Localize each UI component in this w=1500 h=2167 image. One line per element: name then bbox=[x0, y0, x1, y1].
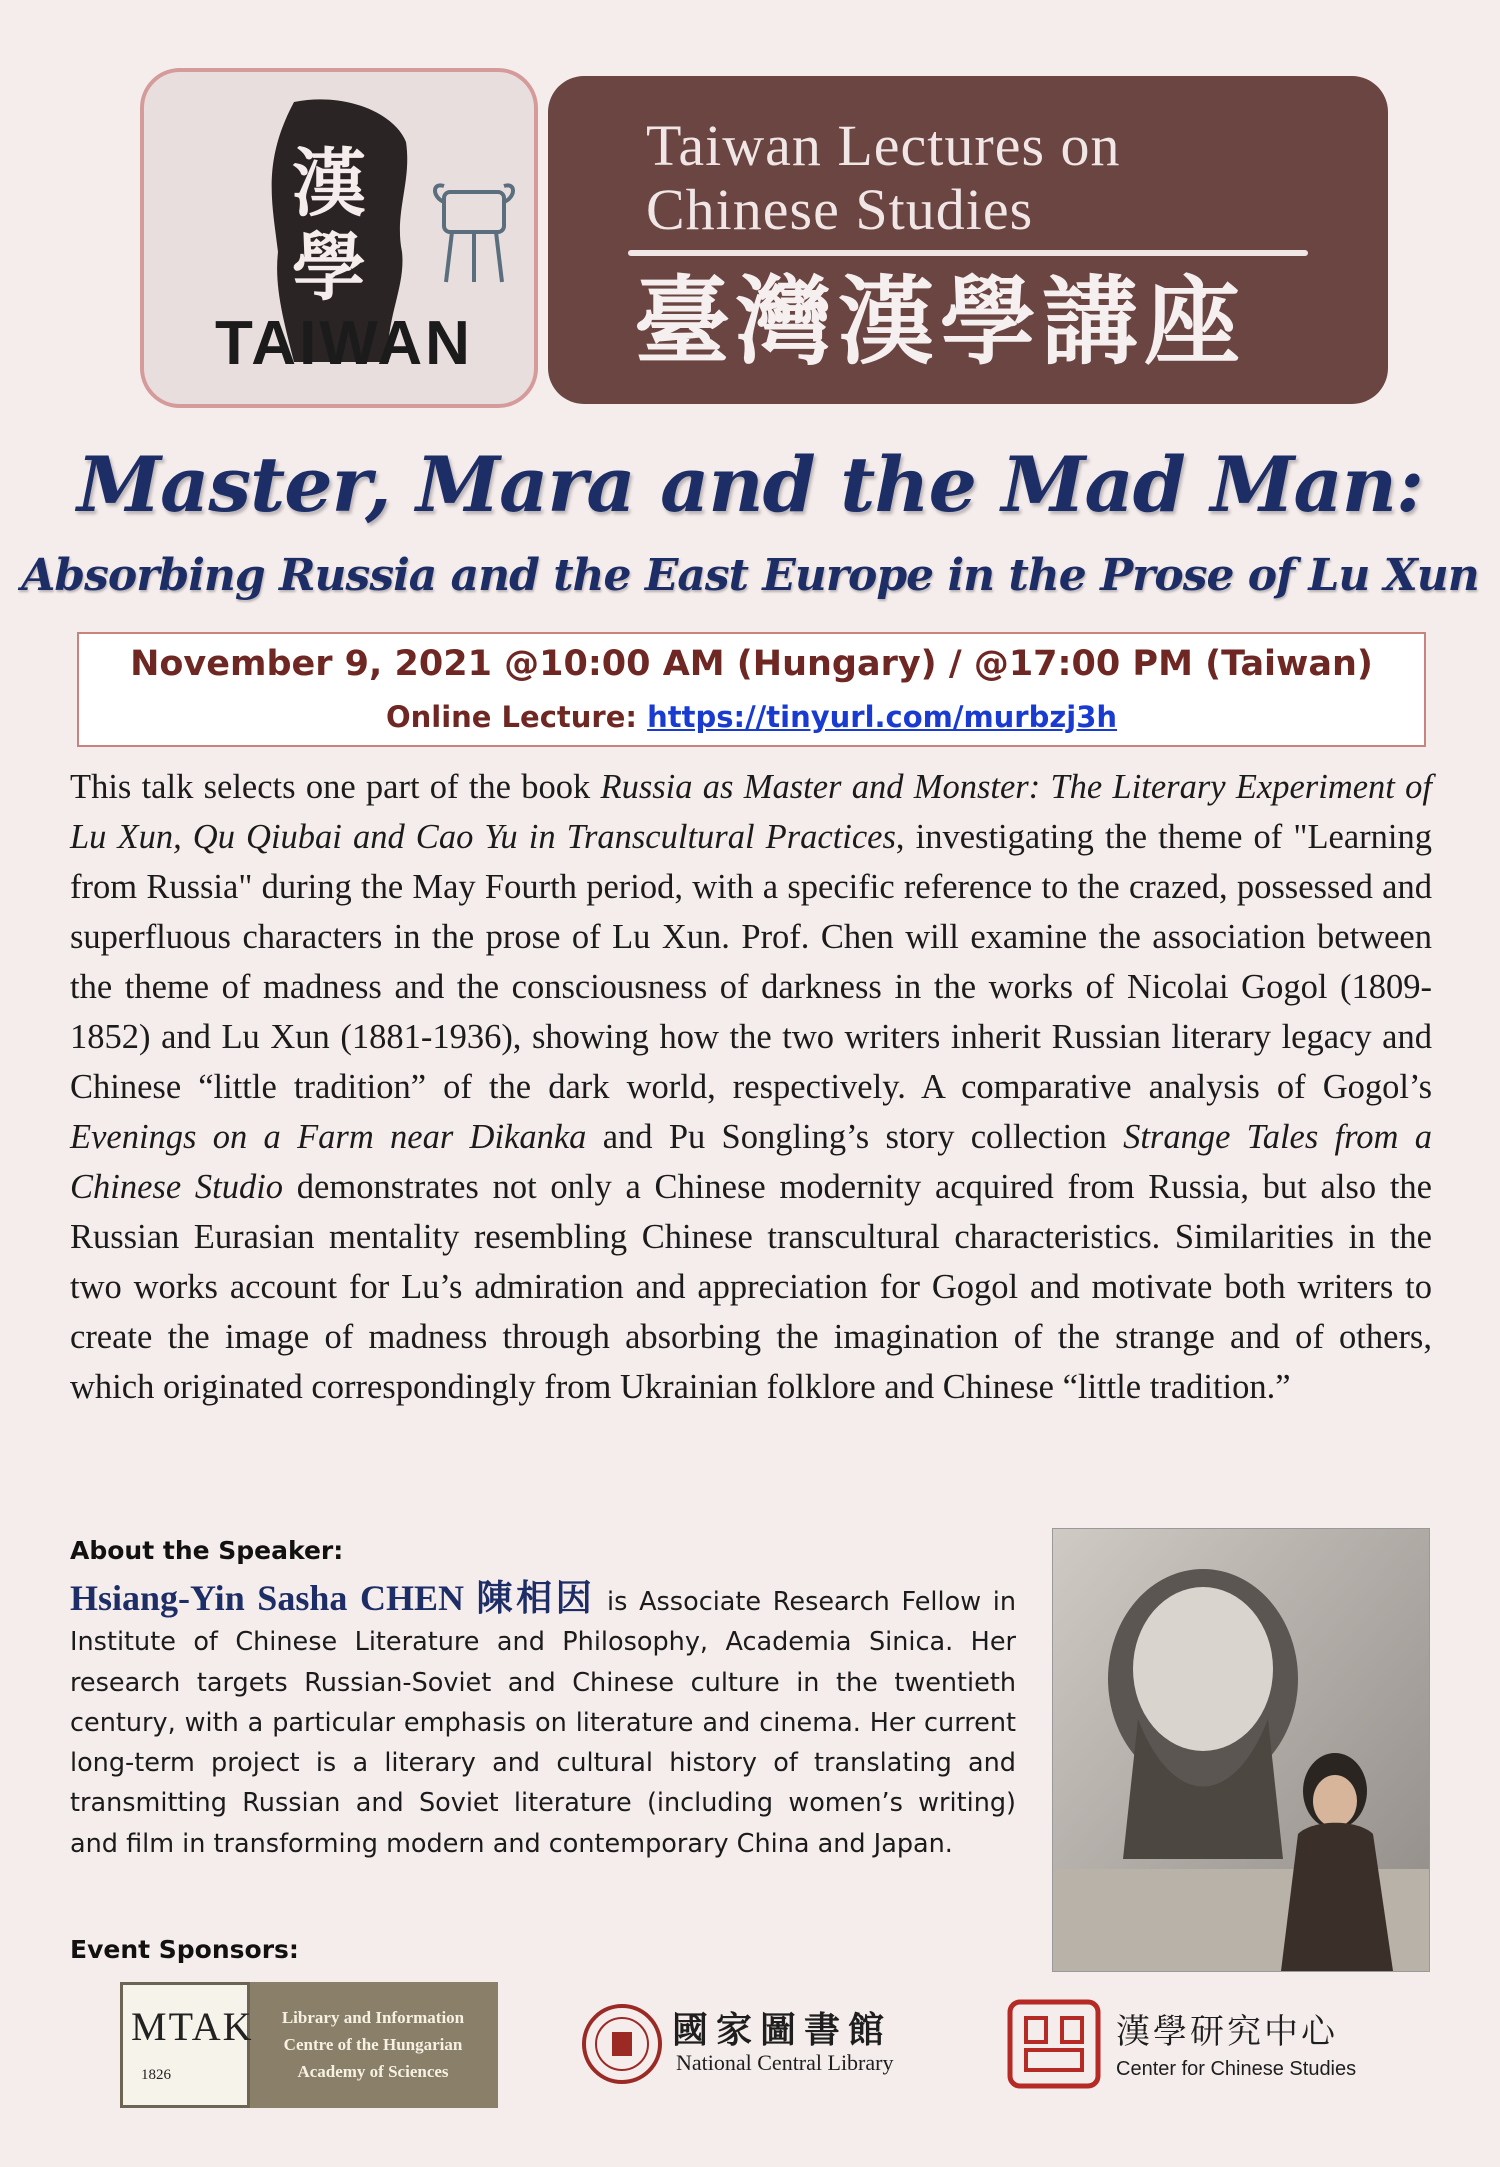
lecture-title: Master, Mara and the Mad Man: bbox=[76, 440, 1424, 529]
work-title-strange-tales: Strange Tales from a Chinese Studio bbox=[70, 1118, 1432, 1206]
lecture-abstract bbox=[70, 762, 1432, 1412]
book-title: Russia as Master and Monster: The Literary Experiment of Lu Xun, Qu Qiubai and Cao Yu in Transcultural Practices bbox=[70, 768, 1432, 856]
mtak-sponsor-logo bbox=[120, 1982, 498, 2108]
about-speaker-heading: About the Speaker: bbox=[70, 1536, 344, 1565]
banner-english-line1: Taiwan Lectures on bbox=[646, 113, 1121, 178]
abstract-text-1: This talk selects one part of the book bbox=[70, 768, 601, 806]
ccs-seal-icon bbox=[1006, 1998, 1102, 2090]
online-lecture-link[interactable]: https://tinyurl.com/murbzj3h bbox=[647, 700, 1118, 734]
ncl-english-name: National Central Library bbox=[676, 2050, 894, 2075]
abstract-text-2: , investigating the theme of "Learning from Russia" during the May Fourth period, with a specific reference to the crazed, possessed and superfluous characters in the prose of Lu Xun. Prof. Chen will examine the association between the theme of madness and the consciousness of darkness in the works of Nicolai Gogol (1809-1852) and Lu Xun (1881-1936), showing how the two writers inherit Russian literary legacy and Chinese “little tradition” of the dark world, respectively. A comparative analysis of Gogol’s bbox=[70, 818, 1432, 1106]
mtak-name-line2: Centre of the Hungarian bbox=[283, 2035, 463, 2054]
speaker-bio-text: is Associate Research Fellow in Institute of Chinese Literature and Philosophy, Academia Sinica. Her research targets Russian-Soviet and Chinese culture in the twentieth century, with a particular emphasis on literature and cinema. Her current long-term project is a literary and cultural history of translating and transmitting Russian and Soviet literature (including women’s writing) and film in transforming modern and contemporary China and Japan. bbox=[70, 1587, 1016, 1859]
lecture-subtitle: Absorbing Russia and the East Europe in the Prose of Lu Xun bbox=[21, 550, 1479, 601]
ccs-sponsor-logo bbox=[1006, 1998, 1406, 2094]
ccs-english-name: Center for Chinese Studies bbox=[1116, 2058, 1357, 2080]
ccs-chinese-name: 漢學研究中心 bbox=[1116, 2012, 1338, 2052]
ncl-sponsor-logo bbox=[580, 2000, 930, 2090]
logo-taiwan-word: TAIWAN bbox=[215, 309, 473, 378]
work-title-dikanka: Evenings on a Farm near Dikanka bbox=[70, 1118, 587, 1156]
ncl-seal-icon bbox=[580, 2002, 664, 2086]
series-banner bbox=[548, 76, 1388, 404]
banner-english-line2: Chinese Studies bbox=[646, 177, 1034, 242]
speaker-bio bbox=[70, 1578, 1016, 1864]
banner-brush-divider bbox=[628, 250, 1308, 256]
event-info-box bbox=[77, 632, 1426, 747]
mtak-year: 1826 bbox=[141, 2067, 171, 2083]
logo-han-characters: 漢學 bbox=[292, 141, 366, 311]
banner-chinese-title: 臺灣漢學講座 bbox=[634, 265, 1246, 378]
event-sponsors-heading: Event Sponsors: bbox=[70, 1935, 299, 1964]
mtak-mark bbox=[120, 1982, 254, 2108]
online-lecture-line bbox=[79, 700, 1424, 734]
mtak-name-line1: Library and Information bbox=[281, 2008, 465, 2027]
speaker-photo bbox=[1052, 1528, 1430, 1972]
abstract-text-4: demonstrates not only a Chinese modernity acquired from Russia, but also the Russian Eurasian mentality resembling Chinese transcultural characteristics. Similarities in the two works account for Lu’s admiration and appreciation for Gogol and motivate both writers to create the image of madness through absorbing the imagination of the strange and of others, which originated correspondingly from Ukrainian folklore and Chinese “little tradition.” bbox=[70, 1168, 1432, 1406]
taiwan-logo bbox=[140, 68, 538, 408]
banner-english-title bbox=[646, 114, 1366, 242]
speaker-name: Hsiang-Yin Sasha CHEN 陳相因 bbox=[70, 1578, 596, 1618]
mtak-name-line3: Academy of Sciences bbox=[297, 2062, 449, 2081]
online-lecture-label: Online Lecture: bbox=[385, 700, 637, 734]
mtak-letters: MTAK bbox=[131, 2004, 254, 2049]
mtak-name bbox=[258, 2004, 488, 2085]
event-date-time: November 9, 2021 @10:00 AM (Hungary) / @17:00 PM (Taiwan) bbox=[130, 644, 1373, 684]
abstract-text-3: and Pu Songling’s story collection bbox=[586, 1118, 1124, 1156]
ncl-chinese-name: 國家圖書館 bbox=[672, 2009, 893, 2051]
